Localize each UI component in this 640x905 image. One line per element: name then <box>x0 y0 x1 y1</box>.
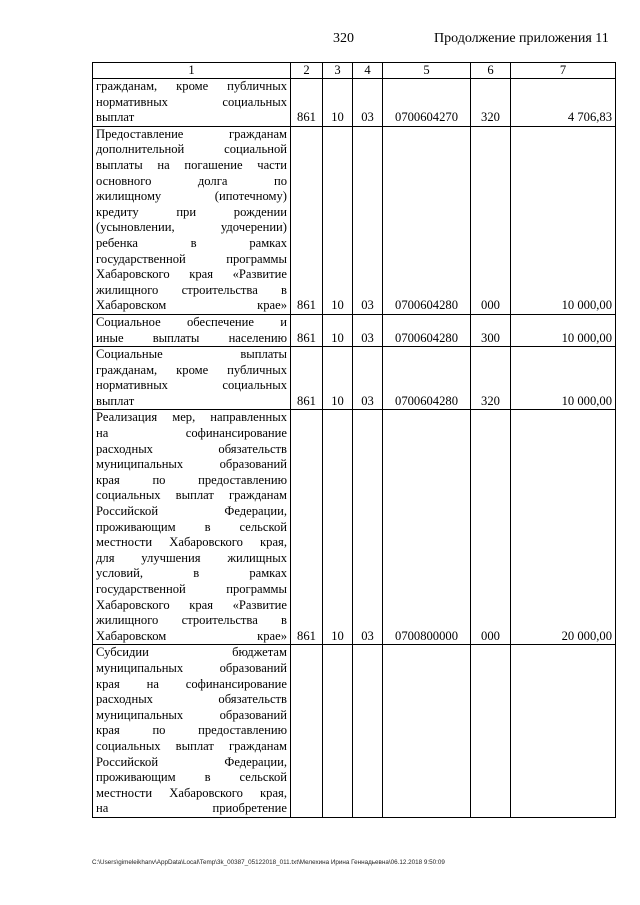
subsection-code <box>353 645 383 818</box>
column-header: 1 <box>93 63 291 79</box>
expense-type-code: 000 <box>471 126 511 314</box>
page-number: 320 <box>333 31 354 46</box>
expense-item-name-line: выплат <box>96 393 135 408</box>
expense-item-name-line: жилищного строительства в <box>96 282 287 297</box>
section-code: 10 <box>323 79 353 127</box>
admin-code: 861 <box>291 314 323 346</box>
table-row <box>93 126 616 314</box>
subsection-code: 03 <box>353 79 383 127</box>
expense-item-name-line: для улучшения жилищных <box>96 550 287 565</box>
expense-item-name-line: иные выплаты населению <box>96 330 287 345</box>
expense-item-name-line: расходных обязательств <box>96 692 287 707</box>
expense-item-name <box>93 645 291 818</box>
admin-code <box>291 645 323 818</box>
expense-item-name-line: гражданам, кроме публичных <box>96 79 287 93</box>
expense-item-name <box>93 79 291 127</box>
budget-table <box>92 62 616 818</box>
subsection-code: 03 <box>353 314 383 346</box>
table-header-row <box>93 63 616 79</box>
table-row <box>93 314 616 346</box>
file-path-footer: C:\Users\gimeleikhanv\AppData\Local\Temp\3k_00387_05122018_011.txt\Мелехина Ирина Геннадьевна\06.12.2018 9:50:09 <box>92 859 445 866</box>
amount: 10 000,00 <box>511 314 616 346</box>
section-code: 10 <box>323 314 353 346</box>
expense-item-name-line: Социальное обеспечение и <box>96 314 287 329</box>
amount: 4 706,83 <box>511 79 616 127</box>
expense-item-name-line: муниципальных образований <box>96 660 287 675</box>
amount: 10 000,00 <box>511 126 616 314</box>
expense-item-name-line: государственной программы <box>96 251 287 266</box>
expense-item-name-line: проживающим в сельской <box>96 519 287 534</box>
expense-item-name-line: края по предоставлению <box>96 472 287 487</box>
section-code <box>323 645 353 818</box>
table-row <box>93 79 616 127</box>
column-header: 4 <box>353 63 383 79</box>
target-article-code: 0700604280 <box>383 126 471 314</box>
admin-code: 861 <box>291 126 323 314</box>
expense-item-name-line: ребенка в рамках <box>96 235 287 250</box>
appendix-continuation-label: Продолжение приложения 11 <box>434 31 609 46</box>
expense-item-name-line: Российской Федерации, <box>96 504 287 519</box>
column-header: 7 <box>511 63 616 79</box>
expense-item-name-line: нормативных социальных <box>96 94 287 109</box>
column-header: 3 <box>323 63 353 79</box>
expense-item-name-line: Предоставление гражданам <box>96 126 287 141</box>
expense-item-name-line: гражданам, кроме публичных <box>96 362 287 377</box>
expense-item-name-line: края по предоставлению <box>96 723 287 738</box>
expense-item-name-line: Российской Федерации, <box>96 754 287 769</box>
target-article-code <box>383 645 471 818</box>
expense-item-name-line: жилищного строительства в <box>96 613 287 628</box>
expense-item-name-line: выплат <box>96 110 135 125</box>
table-row <box>93 410 616 645</box>
admin-code: 861 <box>291 347 323 410</box>
expense-item-name-line: Хабаровского края «Развитие <box>96 597 287 612</box>
expense-item-name-line: Реализация мер, направленных <box>96 410 287 425</box>
expense-item-name-line: на приобретение <box>96 801 287 816</box>
table-row <box>93 347 616 410</box>
expense-item-name <box>93 347 291 410</box>
expense-item-name-line: (усыновлении, удочерении) <box>96 220 287 235</box>
amount: 20 000,00 <box>511 410 616 645</box>
subsection-code: 03 <box>353 410 383 645</box>
expense-item-name-line: муниципальных образований <box>96 707 287 722</box>
expense-item-name-line: местности Хабаровского края, <box>96 535 287 550</box>
subsection-code: 03 <box>353 126 383 314</box>
expense-item-name-line: Хабаровском крае» <box>96 298 287 313</box>
expense-item-name-line: выплаты на погашение части <box>96 157 287 172</box>
expense-item-name-line: социальных выплат гражданам <box>96 488 287 503</box>
expense-type-code: 300 <box>471 314 511 346</box>
expense-item-name-line: государственной программы <box>96 582 287 596</box>
target-article-code: 0700800000 <box>383 410 471 645</box>
target-article-code: 0700604270 <box>383 79 471 127</box>
expense-item-name-line: проживающим в сельской <box>96 770 287 785</box>
expense-item-name-line: расходных обязательств <box>96 441 287 456</box>
expense-item-name-line: местности Хабаровского края, <box>96 785 287 800</box>
expense-item-name-line: Хабаровском крае» <box>96 628 287 643</box>
amount <box>511 645 616 818</box>
expense-type-code: 320 <box>471 347 511 410</box>
expense-item-name-line: кредиту при рождении <box>96 204 287 219</box>
expense-item-name-line: условий, в рамках <box>96 566 287 581</box>
expense-type-code: 000 <box>471 410 511 645</box>
admin-code: 861 <box>291 79 323 127</box>
expense-item-name-line: социальных выплат гражданам <box>96 738 287 753</box>
expense-item-name-line: края на софинансирование <box>96 676 287 691</box>
table-row <box>93 645 616 818</box>
expense-item-name-line: муниципальных образований <box>96 457 287 472</box>
column-header: 6 <box>471 63 511 79</box>
expense-type-code: 320 <box>471 79 511 127</box>
amount: 10 000,00 <box>511 347 616 410</box>
expense-item-name-line: дополнительной социальной <box>96 142 287 157</box>
expense-item-name-line: нормативных социальных <box>96 378 287 393</box>
target-article-code: 0700604280 <box>383 347 471 410</box>
expense-item-name-line: Хабаровского края «Развитие <box>96 267 287 282</box>
expense-item-name-line: основного долга по <box>96 173 287 188</box>
admin-code: 861 <box>291 410 323 645</box>
expense-item-name-line: Субсидии бюджетам <box>96 645 287 660</box>
expense-item-name <box>93 126 291 314</box>
column-header: 2 <box>291 63 323 79</box>
expense-type-code <box>471 645 511 818</box>
expense-item-name-line: жилищному (ипотечному) <box>96 189 287 204</box>
expense-item-name-line: на софинансирование <box>96 426 287 441</box>
expense-item-name <box>93 410 291 645</box>
expense-item-name <box>93 314 291 346</box>
subsection-code: 03 <box>353 347 383 410</box>
target-article-code: 0700604280 <box>383 314 471 346</box>
section-code: 10 <box>323 347 353 410</box>
section-code: 10 <box>323 126 353 314</box>
column-header: 5 <box>383 63 471 79</box>
section-code: 10 <box>323 410 353 645</box>
expense-item-name-line: Социальные выплаты <box>96 347 287 362</box>
